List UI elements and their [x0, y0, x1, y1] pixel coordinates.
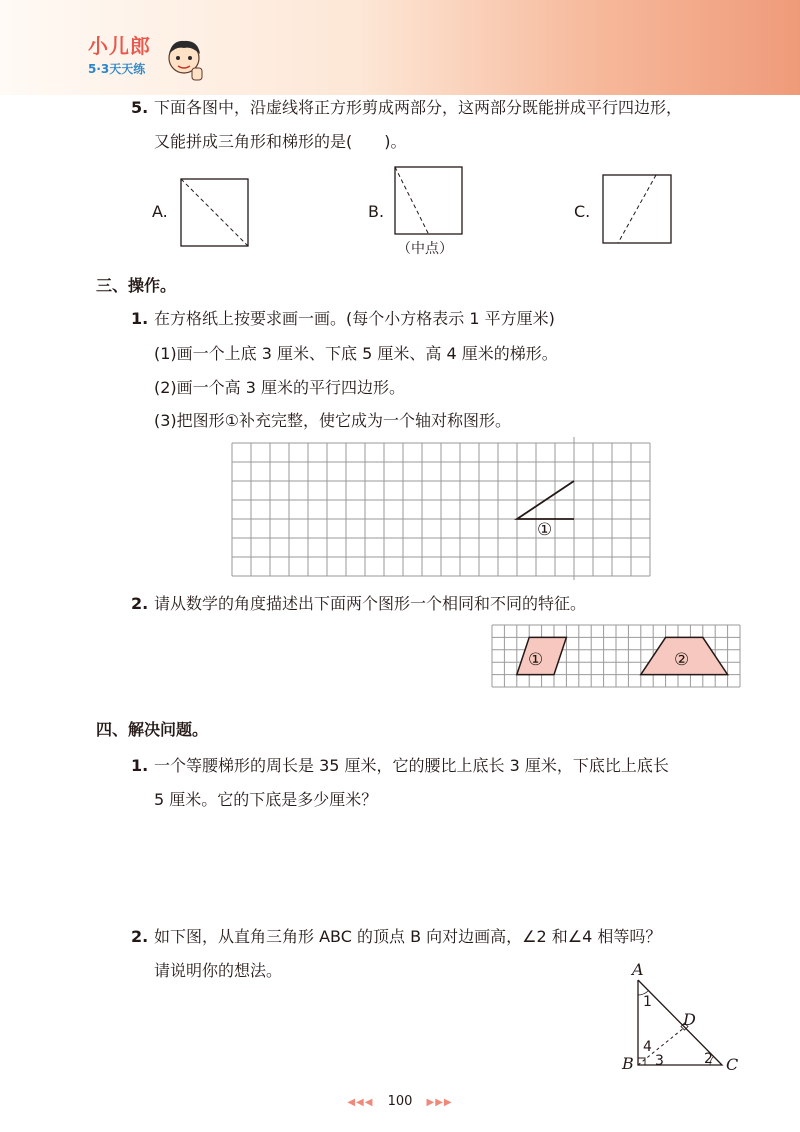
logo-subtitle: 5·3天天练	[88, 62, 146, 76]
s4-q2-line2: 请说明你的想法。	[154, 961, 283, 980]
q5-option-b-note: （中点）	[397, 241, 453, 257]
s4-q1-line1: 一个等腰梯形的周长是 35 厘米，它的腰比上底长 3 厘米，下底比上底长	[154, 756, 669, 775]
shape-1-label: ①	[528, 650, 544, 670]
vertex-a: A	[632, 960, 644, 979]
s3-q1-item1: (1)画一个上底 3 厘米、下底 5 厘米、高 4 厘米的梯形。	[154, 344, 558, 363]
q5-number: 5.	[131, 98, 149, 117]
q5-option-a-label: A.	[152, 202, 168, 221]
angle-4: 4	[643, 1039, 652, 1055]
logo	[88, 30, 151, 77]
s4-q1-line2: 5 厘米。它的下底是多少厘米？	[154, 790, 378, 809]
angle-3: 3	[655, 1053, 664, 1069]
q5-option-a-square	[180, 178, 250, 248]
page-number: 100	[387, 1094, 413, 1109]
s3-q1-intro: 在方格纸上按要求画一画。(每个小方格表示 1 平方厘米)	[154, 309, 555, 328]
page-footer	[0, 1094, 800, 1109]
section4-title: 四、解决问题。	[96, 720, 209, 739]
angle-2: 2	[704, 1051, 713, 1067]
q5-option-b-label: B.	[368, 202, 385, 221]
next-arrows-icon: ▶▶▶	[426, 1097, 453, 1108]
q5-line2: 又能拼成三角形和梯形的是( )。	[154, 132, 407, 151]
vertex-c: C	[726, 1055, 739, 1074]
point-d: D	[683, 1010, 696, 1029]
q5-option-b-square	[394, 166, 466, 236]
s4-q2-line1: 如下图，从直角三角形 ABC 的顶点 B 向对边画高，∠2 和∠4 相等吗？	[154, 927, 662, 946]
prev-arrows-icon: ◀◀◀	[347, 1097, 374, 1108]
shape-2-label: ②	[674, 650, 690, 670]
s3-q2-text: 请从数学的角度描述出下面两个图形一个相同和不同的特征。	[154, 594, 587, 613]
s3-q1-number: 1.	[131, 309, 149, 328]
square-grid-paper	[232, 443, 657, 579]
logo-title: 小儿郎	[88, 34, 151, 58]
angle-1: 1	[643, 994, 652, 1010]
s3-q2-number: 2.	[131, 594, 149, 613]
s4-q2-number: 2.	[131, 927, 149, 946]
figure-1-label: ①	[537, 520, 553, 540]
q5-line1: 下面各图中，沿虚线将正方形剪成两部分，这两部分既能拼成平行四边形，	[154, 98, 683, 117]
s3-q1-item2: (2)画一个高 3 厘米的平行四边形。	[154, 378, 406, 397]
s4-q1-number: 1.	[131, 756, 149, 775]
q5-option-c-label: C.	[574, 202, 591, 221]
vertex-b: B	[622, 1054, 634, 1073]
section3-title: 三、操作。	[96, 276, 177, 295]
q5-option-c-square	[602, 174, 674, 246]
mascot-icon	[162, 36, 206, 82]
s3-q1-item3: (3)把图形①补充完整，使它成为一个轴对称图形。	[154, 411, 512, 430]
